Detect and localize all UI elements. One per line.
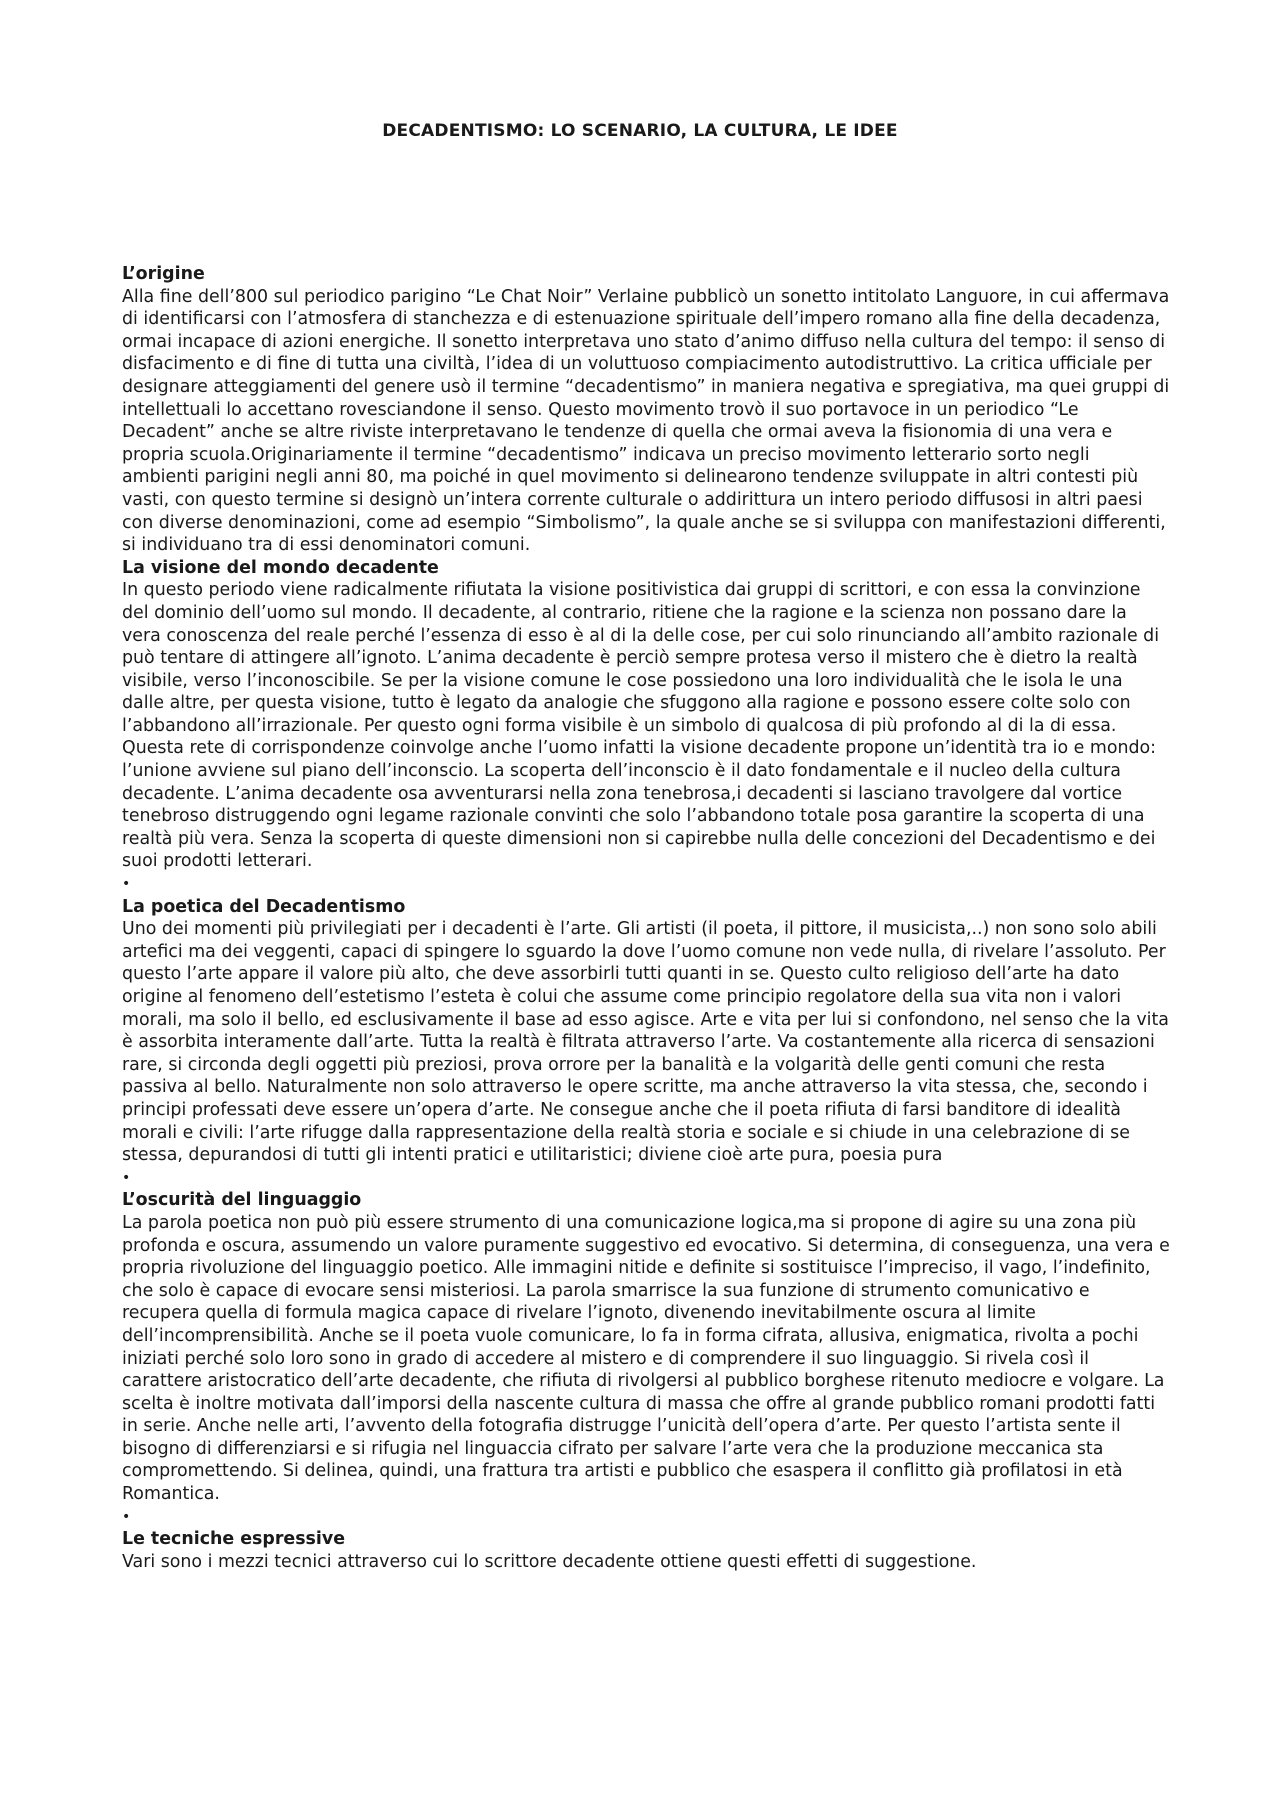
document-content xyxy=(122,263,1170,1573)
section-heading: La poetica del Decadentismo xyxy=(122,896,406,917)
section-paragraph: Vari sono i mezzi tecnici attraverso cui lo scrittore decadente ottiene questi effetti di suggestione. xyxy=(122,1551,977,1572)
section-paragraph: In questo periodo viene radicalmente rifiutata la visione positivistica dai gruppi di scrittori, e con essa la convinzione del dominio dell’uomo sul mondo. Il decadente, al contrario, ritiene che la ragione e la scienza non possano dare la vera conoscenza del reale perché l’essenza di esso è al di la delle cose, per cui solo rinunciando all’ambito razionale di può tentare di attingere all’ignoto. L’anima decadente è perciò sempre protesa verso il mistero che è dietro la realtà visibile, verso l’inconoscibile. Se per la visione comune le cose possiedono una loro individualità che le isola le una dalle altre, per questa visione, tutto è legato da analogie che sfuggono alla ragione e possono essere colte solo con l’abbandono all’irrazionale. Per questo ogni forma visibile è un simbolo di qualcosa di più profondo al di la di essa. Questa rete di corrispondenze coinvolge anche l’uomo infatti la visione decadente propone un’identità tra io e mondo: l’unione avviene sul piano dell’inconscio. La scoperta dell’inconscio è il dato fondamentale e il nucleo della cultura decadente. L’anima decadente osa avventurarsi nella zona tenebrosa,i decadenti si lasciano travolgere dal vortice tenebroso distruggendo ogni legame razionale convinti che solo l’abbandono totale posa garantire la scoperta di una realtà più vera. Senza la scoperta di queste dimensioni non si capirebbe nulla delle concezioni del Decadentismo e dei suoi prodotti letterari. xyxy=(122,580,1160,872)
section-heading: La visione del mondo decadente xyxy=(122,557,439,578)
section-origine xyxy=(122,263,1170,557)
section-oscurita-linguaggio xyxy=(122,1189,1170,1528)
section-paragraph: Uno dei momenti più privilegiati per i decadenti è l’arte. Gli artisti (il poeta, il pittore, il musicista,..) non sono solo abili artefici ma dei veggenti, capaci di spingere lo sguardo la dove l’uomo comune non vede nulla, di rivelare l’assoluto. Per questo l’arte appare il valore più alto, che deve assorbirli tutti quanti in se. Questo culto religioso dell’arte ha dato origine al fenomeno dell’estetismo l’esteta è colui che assume come principio regolatore della sua vita non i valori morali, ma solo il bello, ed esclusivamente il base ad esso agisce. Arte e vita per lui si confondono, nel senso che la vita è assorbita interamente dall’arte. Tutta la realtà è filtrata attraverso l’arte. Va costantemente alla ricerca di sensazioni rare, si circonda degli oggetti più preziosi, prova orrore per la banalità e la volgarità delle genti comuni che resta passiva al bello. Naturalmente non solo attraverso le opere scritte, ma anche attraverso la vita stessa, che, secondo i principi professati deve essere un’opera d’arte. Ne consegue anche che il poeta rifiuta di farsi banditore di idealità morali e civili: l’arte rifugge dalla rappresentazione della realtà storia e sociale e si chiude in una celebrazione di se stessa, depurandosi di tutti gli intenti pratici e utilitaristici; diviene cioè arte pura, poesia pura xyxy=(122,919,1169,1166)
section-tecniche-espressive xyxy=(122,1528,1170,1573)
section-heading: L’oscurità del linguaggio xyxy=(122,1190,362,1211)
section-paragraph: La parola poetica non può più essere strumento di una comunicazione logica,ma si propone di agire su una zona più profonda e oscura, assumendo un valore puramente suggestivo ed evocativo. Si determina, di conseguenza, una vera e propria rivoluzione del linguaggio poetico. Alle immagini nitide e definite si sostituisce l’impreciso, il vago, l’indefinito, che solo è capace di evocare sensi misteriosi. La parola smarrisce la sua funzione di strumento comunicativo e recupera quella di formula magica capace di rivelare l’ignoto, divenendo inevitabilmente oscura al limite dell’incomprensibilità. Anche se il poeta vuole comunicare, lo fa in forma cifrata, allusiva, enigmatica, rivolta a pochi iniziati perché solo loro sono in grado di accedere al mistero e di comprendere il suo linguaggio. Si rivela così il carattere aristocratico dell’arte decadente, che rifiuta di rivolgersi al pubblico borghese ritenuto mediocre e volgare. La scelta è inoltre motivata dall’imporsi della nascente cultura di massa che offre al grande pubblico romani prodotti fatti in serie. Anche nelle arti, l’avvento della fotografia distrugge l’unicità dell’opera d’arte. Per questo l’artista sente il bisogno di differenziarsi e si rifugia nel linguaccia cifrato per salvare l’arte vera che la produzione meccanica sta compromettendo. Si delinea, quindi, una frattura tra artisti e pubblico che esaspera il conflitto già profilatosi in età Romantica. xyxy=(122,1212,1170,1505)
section-heading: Le tecniche espressive xyxy=(122,1529,345,1550)
section-paragraph: Alla fine dell’800 sul periodico parigino “Le Chat Noir” Verlaine pubblicò un sonetto intitolato Languore, in cui affermava di identificarsi con l’atmosfera di stanchezza e di estenuazione spirituale dell’impero romano alla fine della decadenza, ormai incapace di azioni energiche. Il sonetto interpretava uno stato d’animo diffuso nella cultura del tempo: il senso di disfacimento e di fine di tutta una civiltà, l’idea di un voluttuoso compiacimento autodistruttivo. La critica ufficiale per designare atteggiamenti del genere usò il termine “decadentismo” in maniera negativa e spregiativa, ma quei gruppi di intellettuali lo accettano rovesciandone il senso. Questo movimento trovò il suo portavoce in un periodico “Le Decadent” anche se altre riviste interpretavano le tendenze di quella che ormai aveva la fisionomia di una vera e propria scuola.Originariamente il termine “decadentismo” indicava un preciso movimento letterario sorto negli ambienti parigini negli anni 80, ma poiché in quel movimento si delinearono tendenze sviluppate in altri contesti più vasti, con questo termine si designò un’intera corrente culturale o addirittura un intero periodo diffusosi in altri paesi con diverse denominazioni, come ad esempio “Simbolismo”, la quale anche se si sviluppa con manifestazioni differenti, si individuano tra di essi denominatori comuni. xyxy=(122,286,1170,556)
bullet-marker: • xyxy=(122,876,131,893)
section-visione-mondo-decadente xyxy=(122,557,1170,896)
section-heading: L’origine xyxy=(122,264,205,284)
section-poetica-decadentismo xyxy=(122,896,1170,1190)
bullet-marker: • xyxy=(122,1508,131,1525)
bullet-marker: • xyxy=(122,1169,131,1186)
document-title: DECADENTISMO: LO SCENARIO, LA CULTURA, LE IDEE xyxy=(382,121,898,141)
